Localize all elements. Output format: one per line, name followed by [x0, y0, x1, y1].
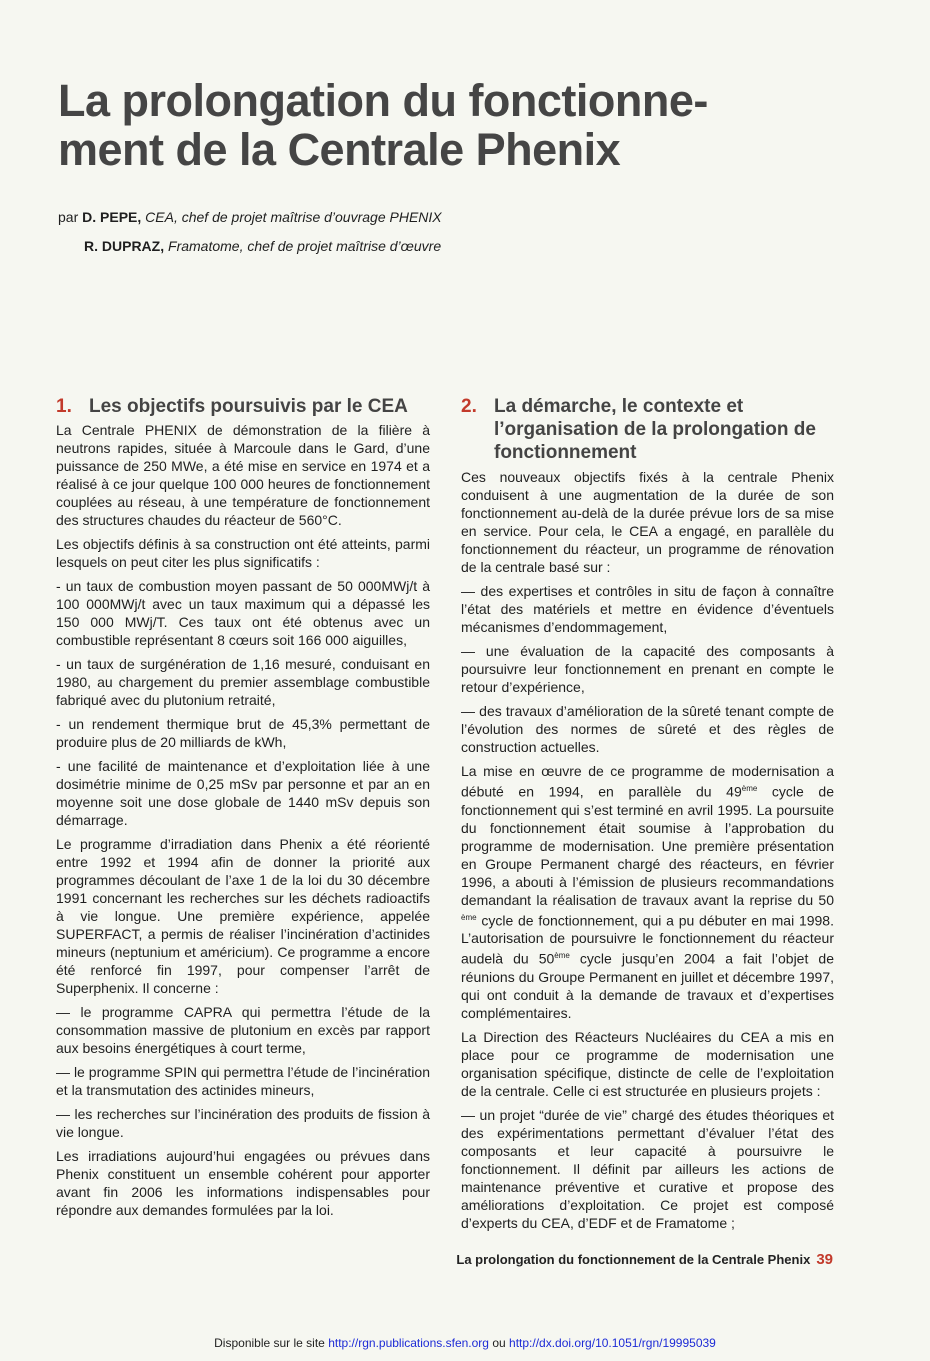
list-item: — un projet “durée de vie” chargé des études théoriques et des expérimentations permettant d’évaluer l’état des composants et leur capacité à poursuivre le fonctionnement. Il définit par ailleurs les actions de maintenance préventive et curative et propose des améliorations d’exploitation. Ce projet est composé d’experts du CEA, d’EDF et de Framatome ; [461, 1106, 834, 1231]
paragraph: La Direction des Réacteurs Nucléaires du CEA a mis en place pour ce programme de modernisation une organisation spécifique, distincte de celle de l’exploitation de la centrale. Celle ci est structurée en plusieurs projets : [461, 1028, 834, 1099]
text-run: cycle de fonctionnement, qui a pu débuter en mai 1998. L’autorisation de poursuivre le fonctionnement du réacteur audelà du 50 [461, 912, 834, 967]
section-2-number: 2. [461, 396, 477, 417]
list-item: — des travaux d’amélioration de la sûreté tenant compte de l’évolution des normes de sûreté et des règles de construction actuelles. [461, 703, 834, 755]
page-number: 39 [816, 1251, 833, 1268]
paragraph: Les irradiations aujourd’hui engagées ou prévues dans Phenix constituent un ensemble cohérent pour apporter avant fin 2006 les informations indispensables pour répondre aux demandes formulées par la loi. [56, 1148, 430, 1218]
left-column [56, 395, 430, 1225]
paragraph: Ces nouveaux objectifs fixés à la centrale Phenix conduisent à une augmentation de la durée de son fonctionnement au-delà de la durée prévue lors de sa mise en service. Pour cela, le CEA a engagé, en parallèle du fonctionnement du réacteur, un programme de rénovation de la centrale basé sur : [461, 469, 834, 575]
paragraph: La Centrale PHENIX de démonstration de la filière à neutrons rapides, située à Marcoule dans le Gard, d’une puissance de 250 MWe, a été mise en service en 1974 et a réalisé à ce jour quelque 100 000 heures de fonctionnement couplées au réseau, à une température de fonctionnement des structures chaudes du réacteur de 560°C. [56, 422, 430, 528]
author-role-1: CEA, chef de projet maîtrise d’ouvrage PHENIX [145, 209, 442, 225]
rgn-link[interactable]: http://rgn.publications.sfen.org [328, 1336, 489, 1350]
author-name-2: R. DUPRAZ, [84, 238, 165, 254]
author-name-1: D. PEPE, [82, 209, 142, 225]
list-item: — le programme CAPRA qui permettra l’étude de la consommation massive de plutonium en excès par rapport aux besoins énergétiques à court terme, [56, 1004, 430, 1056]
superscript: ème [554, 951, 570, 961]
paragraph: Les objectifs définis à sa construction ont été atteints, parmi lesquels on peut citer les plus significatifs : [56, 536, 430, 570]
list-item: - un taux de surgénération de 1,16 mesuré, conduisant en 1980, au chargement du premier assemblage combustible fabriqué avec du plutonium retraité, [56, 656, 430, 708]
section-1-number: 1. [56, 396, 72, 417]
list-item: - un rendement thermique brut de 45,3% permettant de produire plus de 20 milliards de kWh, [56, 716, 430, 750]
text-run: cycle de fonctionnement qui s’est terminé en avril 1995. La poursuite du fonctionnement était soumise à l’approbation du programme de modernisation. Une première présentation en Groupe Permanent chargé des réacteurs, en février 1996, a abouti à l’émission de plusieurs recommandations demandant la réalisation de travaux avant la reprise du 50 [461, 783, 835, 908]
text-run: La mise en œuvre de ce programme de modernisation a débuté en 1994, en parallèle du 49 [461, 763, 834, 800]
author-line-1 [58, 203, 442, 232]
section-2-title: La démarche, le contexte et l’organisation de la prolongation de fonctionnement [494, 396, 816, 463]
section-2-heading [461, 395, 834, 464]
list-item: — des expertises et contrôles in situ de façon à connaître l’état des matériels et mettre en évidence d’éventuels mécanismes d’endommagement, [461, 583, 834, 635]
availability-note [0, 1336, 930, 1350]
author-role-2: Framatome, chef de projet maîtrise d’œuvre [168, 238, 442, 254]
list-item: — les recherches sur l’incinération des produits de fission à vie longue. [56, 1106, 430, 1140]
doi-link[interactable]: http://dx.doi.org/10.1051/rgn/19995039 [509, 1336, 716, 1350]
list-item: - une facilité de maintenance et d’exploitation liée à une dosimétrie minime de 0,25 mSv par personne et par an en moyenne soit une dose globale de 1440 mSv depuis son démarrage. [56, 758, 430, 828]
article-title: La prolongation du fonctionne-ment de la Centrale Phenix [58, 75, 708, 175]
superscript: ème [741, 784, 758, 793]
paragraph [461, 762, 834, 1022]
paragraph: Le programme d’irradiation dans Phenix a été réorienté entre 1992 et 1994 afin de donner la priorité aux programmes découlant de l’axe 1 de la loi du 30 décembre 1991 concernant les recherches sur les déchets radioactifs à vie longue. Une première expérience, appelée SUPERFACT, a permis de réaliser l’incinération d’actinides mineurs (neptunium et américium). Ce programme a encore été renforcé fin 1997, pour compenser l’arrêt de Superphenix. Il concerne : [56, 836, 430, 996]
section-1-heading [56, 395, 430, 418]
list-item: - un taux de combustion moyen passant de 50 000MWj/t à 100 000MWj/t avec un taux maximum qui a dépassé les 150 000 MWj/T. Ces taux ont été obtenus avec un combustible représentant 8 cœurs soit 166 000 aiguilles, [56, 578, 430, 648]
availability-or: ou [492, 1336, 506, 1350]
author-block [58, 203, 442, 261]
superscript: ème [461, 912, 477, 922]
list-item: — une évaluation de la capacité des composants à poursuivre leur fonctionnement en prenant en compte le retour d’expérience, [461, 643, 834, 695]
running-footer [455, 1251, 833, 1268]
list-item: — le programme SPIN qui permettra l’étude de l’incinération et la transmutation des actinides mineurs, [56, 1064, 430, 1098]
text-run: cycle jusqu’en 2004 a fait l’objet de réunions du Groupe Permanent en juillet et décembre 1997, qui ont conduit à la demande de travaux et d’expertises complémentaires. [461, 950, 834, 1021]
author-line-2 [58, 232, 442, 261]
availability-prefix: Disponible sur le site [214, 1336, 325, 1350]
section-1-title: Les objectifs poursuivis par le CEA [89, 396, 408, 417]
right-column [461, 395, 834, 1238]
running-title: La prolongation du fonctionnement de la Centrale Phenix [456, 1252, 811, 1267]
author-prefix: par [58, 209, 79, 225]
